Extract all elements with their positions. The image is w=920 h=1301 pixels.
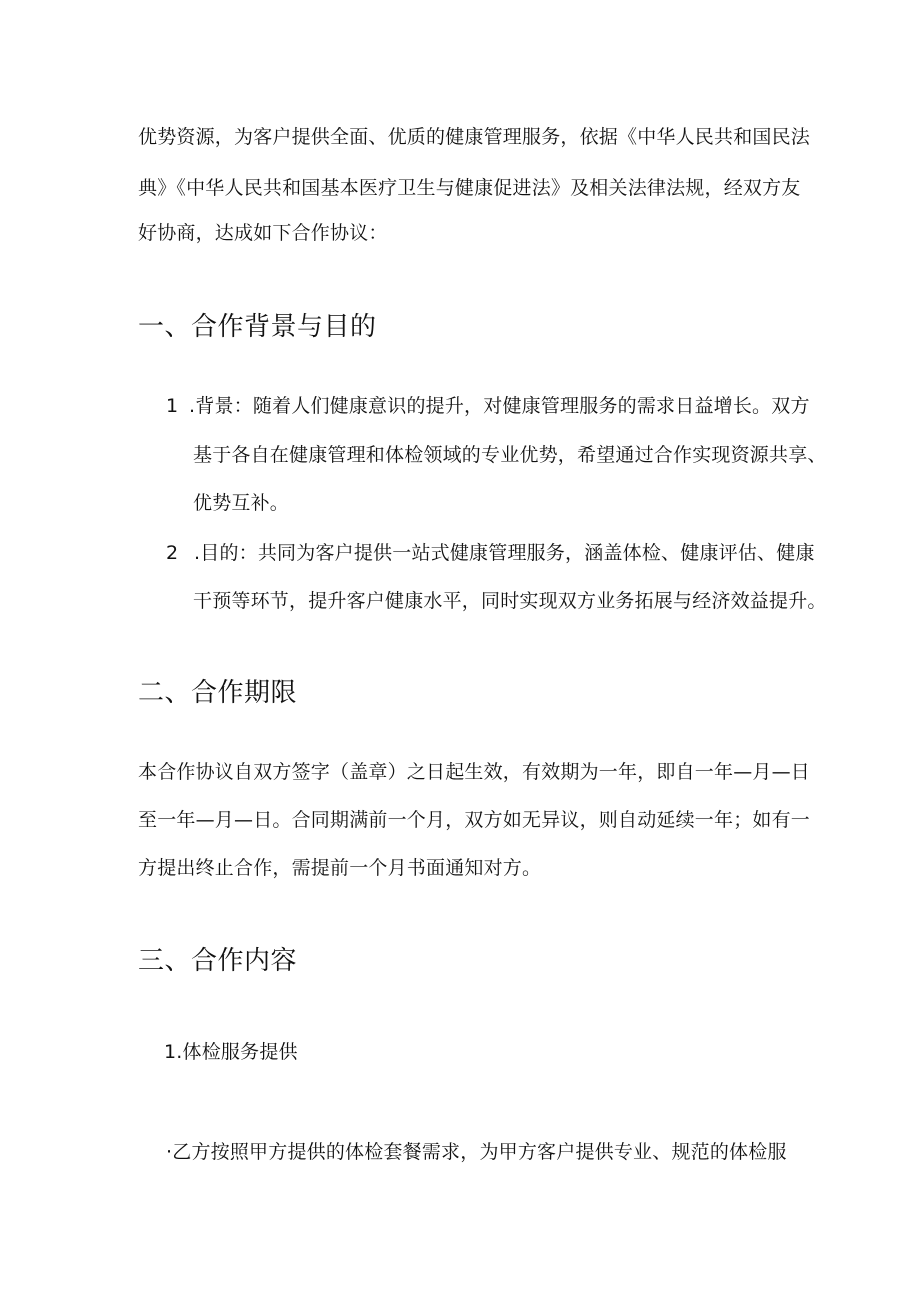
section-1-heading: 一、合作背景与目的 — [138, 312, 377, 342]
section-2-line-2: 至一年—月—日。合同期满前一个月，双方如无异议，则自动延续一年；如有一 — [138, 809, 811, 831]
intro-line-2: 典》《中华人民共和国基本医疗卫生与健康促进法》及相关法律法规，经双方友 — [138, 177, 801, 199]
section-3-bullet-line: ·乙方按照甲方提供的体检套餐需求，为甲方客户提供专业、规范的体检服 — [166, 1141, 787, 1163]
item-1-line-1: .背景：随着人们健康意识的提升，对健康管理服务的需求日益增长。双方 — [189, 395, 810, 417]
section-2-heading: 二、合作期限 — [138, 678, 298, 708]
item-2-number: 2 — [166, 542, 179, 564]
item-1-number: 1 — [166, 395, 179, 417]
item-1-line-3: 优势互补。 — [193, 492, 290, 514]
intro-line-3: 好协商，达成如下合作协议： — [138, 222, 388, 244]
section-2-line-3: 方提出终止合作，需提前一个月书面通知对方。 — [138, 857, 542, 879]
item-1-line-2: 基于各自在健康管理和体检领域的专业优势，希望通过合作实现资源共享、 — [193, 444, 827, 466]
intro-line-1: 优势资源，为客户提供全面、优质的健康管理服务，依据《中华人民共和国民法 — [138, 126, 811, 148]
section-3-heading: 三、合作内容 — [138, 946, 298, 976]
item-2-line-2: 干预等环节，提升客户健康水平，同时实现双方业务拓展与经济效益提升。 — [193, 590, 827, 612]
item-2-line-1: .目的：共同为客户提供一站式健康管理服务，涵盖体检、健康评估、健康 — [194, 542, 815, 564]
section-3-subheading: 1.体检服务提供 — [164, 1041, 298, 1063]
section-2-line-1: 本合作协议自双方签字（盖章）之日起生效，有效期为一年，即自一年—月—日 — [138, 761, 811, 783]
